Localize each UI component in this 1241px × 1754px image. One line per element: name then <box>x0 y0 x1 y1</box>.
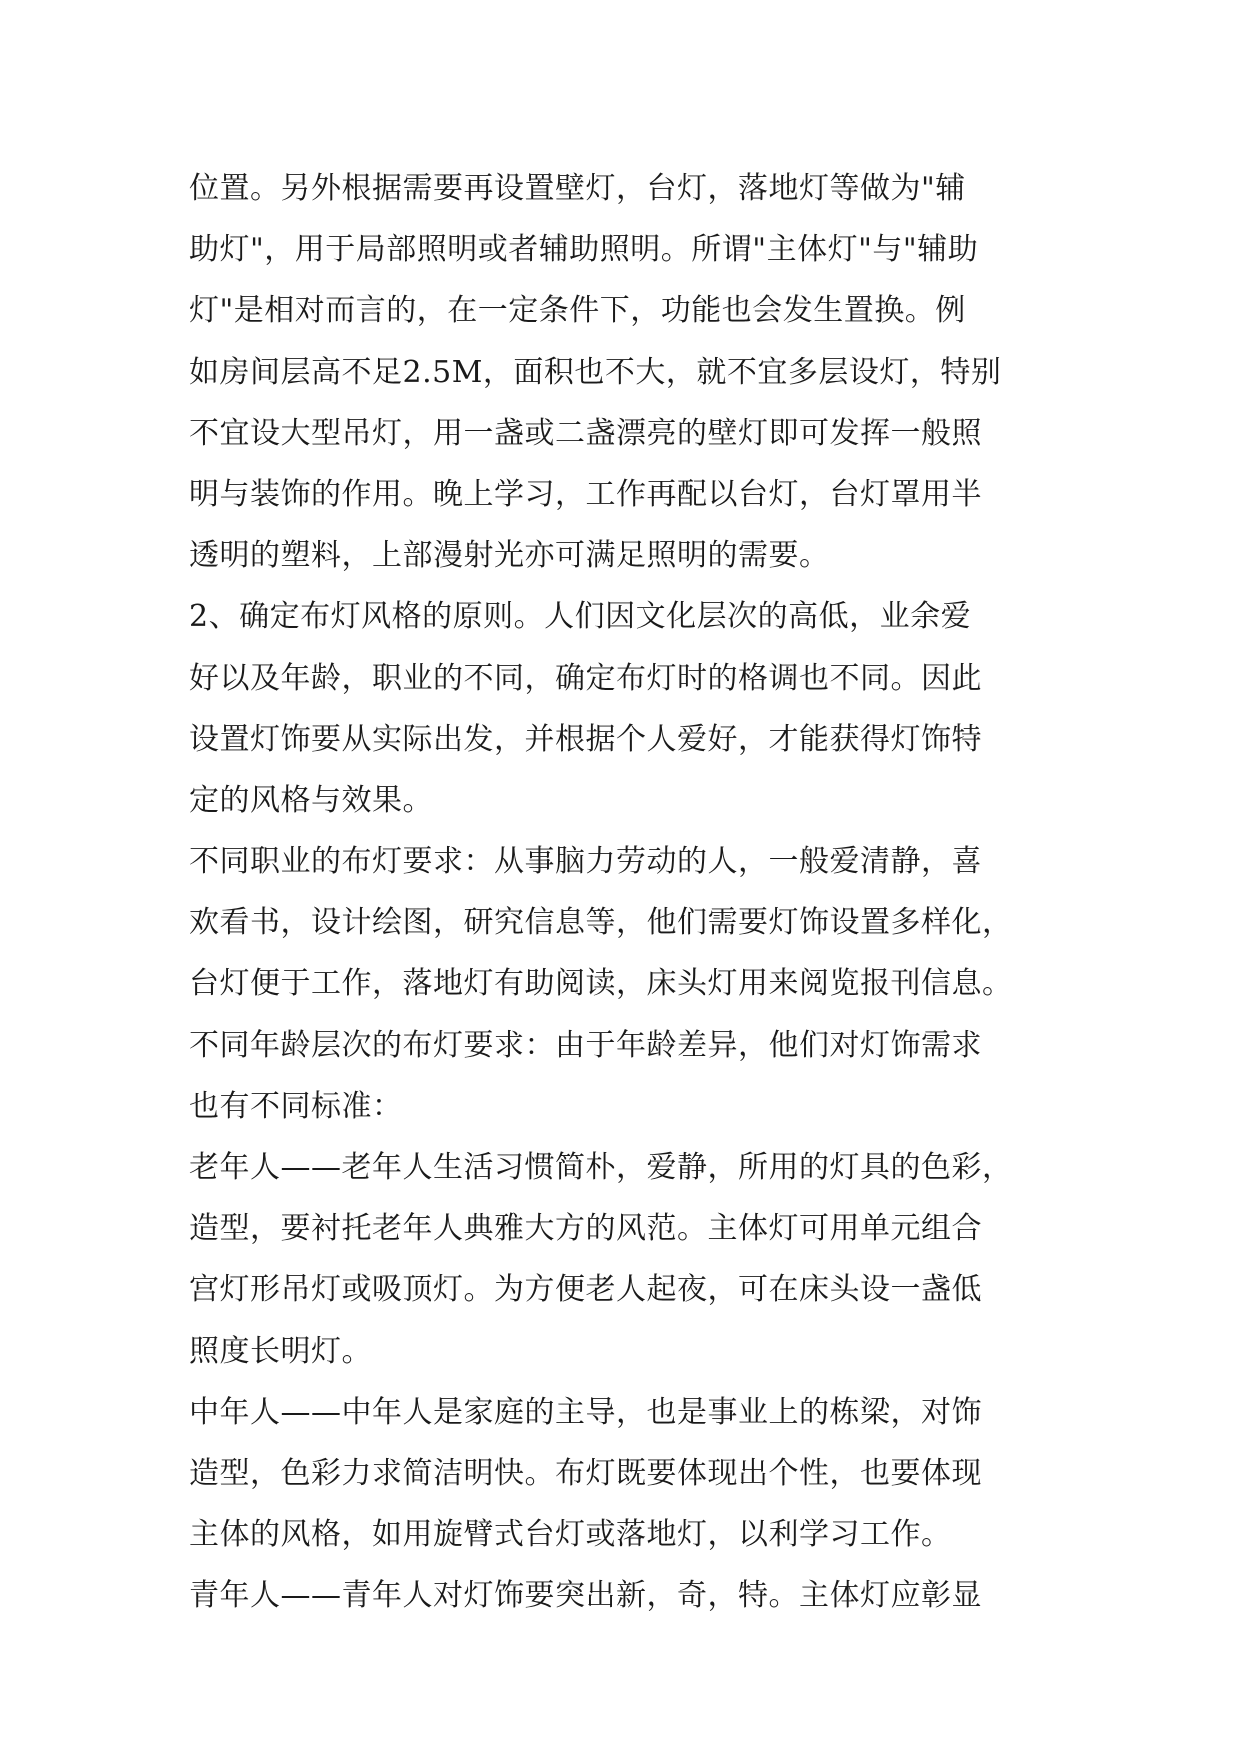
text-line: 台灯便于工作，落地灯有助阅读，床头灯用来阅览报刊信息。 <box>189 966 1013 1002</box>
text-line: 位置。另外根据需要再设置壁灯，台灯，落地灯等做为"辅 <box>189 171 966 206</box>
text-line: 定的风格与效果。 <box>189 782 433 818</box>
text-line: 老年人——老年人生活习惯简朴，爱静，所用的灯具的色彩， <box>189 1150 1013 1185</box>
text-line: 不宜设大型吊灯，用一盏或二盏漂亮的壁灯即可发挥一般照 <box>189 415 982 451</box>
text-line: 明与装饰的作用。晚上学习，工作再配以台灯，台灯罩用半 <box>189 476 982 512</box>
text-line: 助灯"，用于局部照明或者辅助照明。所谓"主体灯"与"辅助 <box>189 232 979 268</box>
text-line: 造型，要衬托老年人典雅大方的风范。主体灯可用单元组合 <box>189 1211 982 1247</box>
text-line: 照度长明灯。 <box>189 1333 372 1369</box>
text-line: 欢看书，设计绘图，研究信息等，他们需要灯饰设置多样化， <box>189 905 1013 941</box>
text-line: 好以及年龄，职业的不同，确定布灯时的格调也不同。因此 <box>189 660 982 696</box>
text-line: 灯"是相对而言的，在一定条件下，功能也会发生置换。例 <box>189 293 966 329</box>
text-line: 如房间层高不足2.5M，面积也不大，就不宜多层设灯，特别 <box>189 354 1002 390</box>
text-line: 造型，色彩力求简洁明快。布灯既要体现出个性，也要体现 <box>189 1455 982 1491</box>
text-line: 也有不同标准： <box>189 1088 403 1124</box>
text-line: 青年人——青年人对灯饰要突出新，奇，特。主体灯应彰显 <box>189 1578 982 1614</box>
text-line: 宫灯形吊灯或吸顶灯。为方便老人起夜，可在床头设一盏低 <box>189 1272 982 1308</box>
text-line: 设置灯饰要从实际出发，并根据个人爱好，才能获得灯饰特 <box>189 721 982 757</box>
document-body <box>189 158 1055 1627</box>
text-line: 不同年龄层次的布灯要求：由于年龄差异，他们对灯饰需求 <box>189 1027 982 1063</box>
text-line: 不同职业的布灯要求：从事脑力劳动的人，一般爱清静，喜 <box>189 844 982 880</box>
text-line: 2、确定布灯风格的原则。人们因文化层次的高低，业余爱 <box>189 599 972 635</box>
text-line: 主体的风格，如用旋臂式台灯或落地灯，以利学习工作。 <box>189 1517 952 1553</box>
text-line: 透明的塑料，上部漫射光亦可满足照明的需要。 <box>189 538 830 574</box>
text-line: 中年人——中年人是家庭的主导，也是事业上的栋梁，对饰 <box>189 1394 982 1430</box>
